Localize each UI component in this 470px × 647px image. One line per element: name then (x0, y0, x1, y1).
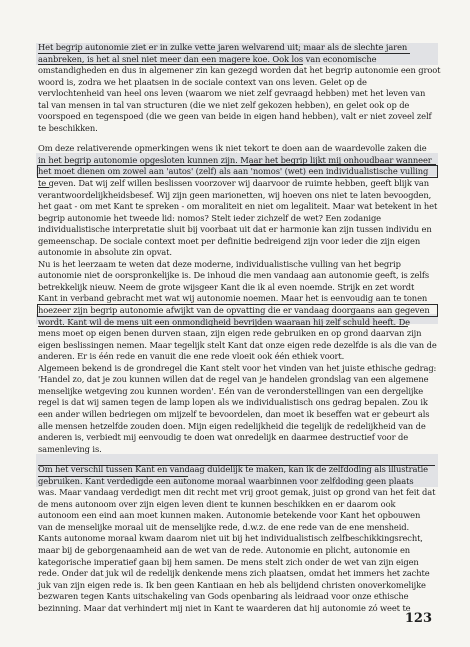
text-line: Nu is het leerzaam te weten dat deze moderne, individualistische vulling van het begrip (38, 258, 401, 269)
text-line: autonomie niet de oorspronkelijke is. De inhoud die men vandaag aan autonomie geeft, is zelfs (38, 270, 430, 281)
text-line: voorspoed en tegenspoed (die we geen van beide in eigen hand hebben), valt er niet zoveel zelf (38, 111, 432, 122)
text-line: bezwaren tegen Kants uitschakeling van Gods openbaring als leidraad voor onze ethische (38, 591, 409, 602)
text-line: kategorische imperatief gaan bij hem samen. De mens stelt zich onder de wet van zijn eigen (38, 556, 419, 567)
text-line: in het begrip autonomie opgesloten kunnen zijn. Maar het begrip lijkt mij onhoudbaar wanneer (38, 154, 432, 165)
text-line: een ander willen bedriegen om mijzelf te bevoordelen, dan moet ik beseffen wat er gebeurt als (38, 408, 430, 419)
text-line: het gaat - om met Kant te spreken - om moraliteit en niet om legaliteit. Maar wat betekent in het (38, 201, 438, 212)
text-line: woord is, zodra we het plaatsen in de sociale context van ons leven. Gelet op de (38, 76, 367, 87)
text-line: eigen beslissingen nemen. Maar tegelijk stelt Kant dat onze eigen rede dezelfde is als die van de (38, 339, 437, 350)
text-line: Kant in verband gebracht met wat wij autonomie noemen. Maar het is eenvoudig aan te tonen (38, 293, 428, 304)
text-line: autonomie in absolute zin opvat. (38, 247, 172, 258)
text-line: vervlochtenheid van heel ons leven (waarom we niet zelf gevraagd hebben) met het leven van (38, 88, 426, 99)
text-line: mens moet op eigen benen durven staan, zijn eigen rede gebruiken en op grond daarvan zijn (38, 328, 422, 339)
body-text (38, 42, 441, 623)
text-line: aanbreken, is het al snel niet meer dan een magere koe. Ook los van economische (38, 53, 377, 64)
text-line: Kants autonome moraal kwam daarom niet uit bij het individualistisch zelfbeschikkingsrecht, (38, 533, 423, 544)
text-line: alle mensen hetzelfde zouden doen. Mijn eigen redelijkheid die tegelijk de redelijkheid van de (38, 420, 426, 431)
paragraph (38, 464, 436, 614)
text-line: juk van zijn eigen rede is. Ik ben geen Kantiaan en heb als belijdend christen onoverkomelijke (38, 579, 426, 590)
text-line: Het begrip autonomie ziet er in zulke vette jaren welvarend uit; maar als de slechte jaren (38, 42, 408, 52)
paragraph (38, 42, 441, 134)
text-line: wordt. Kant wil de mens uit een onmondigheid bevrijden waaraan hij zelf schuld heeft. De (38, 316, 410, 327)
text-line: tal van mensen in tal van structuren (die we niet zelf gekozen hebben), en gelet ook op de (38, 99, 410, 110)
text-line: individualistische interpretatie sluit bij voorbaat uit dat er harmonie kan zijn tussen individu en (38, 224, 432, 235)
text-line: omstandigheden en dus in algemener zin kan gezegd worden dat het begrip autonomie een groot (38, 65, 441, 76)
text-line: verantwoordelijkheidsbesef. Wij zijn geen marionetten, wij hoeven ons niet te laten bevoogden, (38, 189, 432, 200)
text-line: anderen. Er is één rede en vanuit die ene rede vloeit ook één ethiek voort. (38, 351, 345, 362)
text-line: gemeenschap. De sociale context moet per definitie bedreigend zijn voor ieder die zijn eigen (38, 235, 421, 246)
text-line: regel is dat wij samen tegen de lamp lopen als we individualistisch ons gedrag bepalen. Zou ik (38, 397, 428, 408)
paragraph (38, 143, 436, 455)
text-line: hoezeer zijn begrip autonomie afwijkt van de opvatting die er vandaag doorgaans aan gegeven (38, 305, 430, 316)
text-line: betrekkelijk nieuw. Neem de grote wijsgeer Kant die ik al even noemde. Strijk en zet wordt (38, 281, 415, 292)
text-line: begrip autonomie het tweede lid: nomos? Stelt ieder zichzelf de wet? Een zodanige (38, 212, 382, 223)
text-line: rede. Onder dat juk wil de redelijk denkende mens zich plaatsen, omdat het immers het zachte (38, 568, 430, 579)
text-line: samenleving is. (38, 443, 102, 454)
text-line: van de menselijke moraal uit de menselijke rede, d.w.z. de ene rede van de ene mensheid. (38, 521, 410, 532)
text-line: menselijke wetgeving zou kunnen worden'. Eén van de veronderstellingen van een dergelijke (38, 385, 424, 396)
text-line: Algemeen bekend is de grondregel die Kant stelt voor het vinden van het juiste ethische gedrag: (38, 362, 437, 373)
text-line: Om het verschil tussen Kant en vandaag duidelijk te maken, kan ik de zelfdoding als illustratie (38, 464, 428, 475)
text-line: gebruiken. Kant verdedigde een autonome moraal waarbinnen voor zelfdoding geen plaats (38, 475, 414, 486)
text-line: de mens autonoom over zijn eigen leven dient te kunnen beschikken en er daarom ook (38, 498, 396, 509)
text-line: het moet dienen om zowel aan 'autos' (zelf) als aan 'nomos' (wet) een individualistische vulling (38, 166, 429, 177)
text-line: anderen is, verbiedt mij eenvoudig te doen wat onredelijk en daarmee destructief voor de (38, 432, 409, 443)
text-line: te beschikken. (38, 122, 98, 133)
text-line: Om deze relativerende opmerkingen wens ik niet tekort te doen aan de waardevolle zaken die (38, 143, 427, 154)
text-line: autonoom een eind aan moet kunnen maken. Autonomie betekende voor Kant het opbouwen (38, 510, 421, 521)
text-line: 'Handel zo, dat je zou kunnen willen dat de regel van je handelen grondslag van een algemene (38, 374, 429, 385)
page-number: 123 (404, 611, 432, 626)
text-line: te geven. Dat wij zelf willen beslissen voorzover wij daarvoor de ruimte hebben, geeft blijk van (38, 178, 429, 189)
text-line: bezinning. Maar dat verhindert mij niet in Kant te waarderen dat hij autonomie zó weet te (38, 602, 411, 613)
text-line: was. Maar vandaag verdedigt men dit recht met vrij groot gemak, juist op grond van het feit dat (38, 487, 436, 498)
text-line: maar bij de geborgenaamheid aan de wet van de rede. Autonomie en plicht, autonomie en (38, 544, 411, 555)
